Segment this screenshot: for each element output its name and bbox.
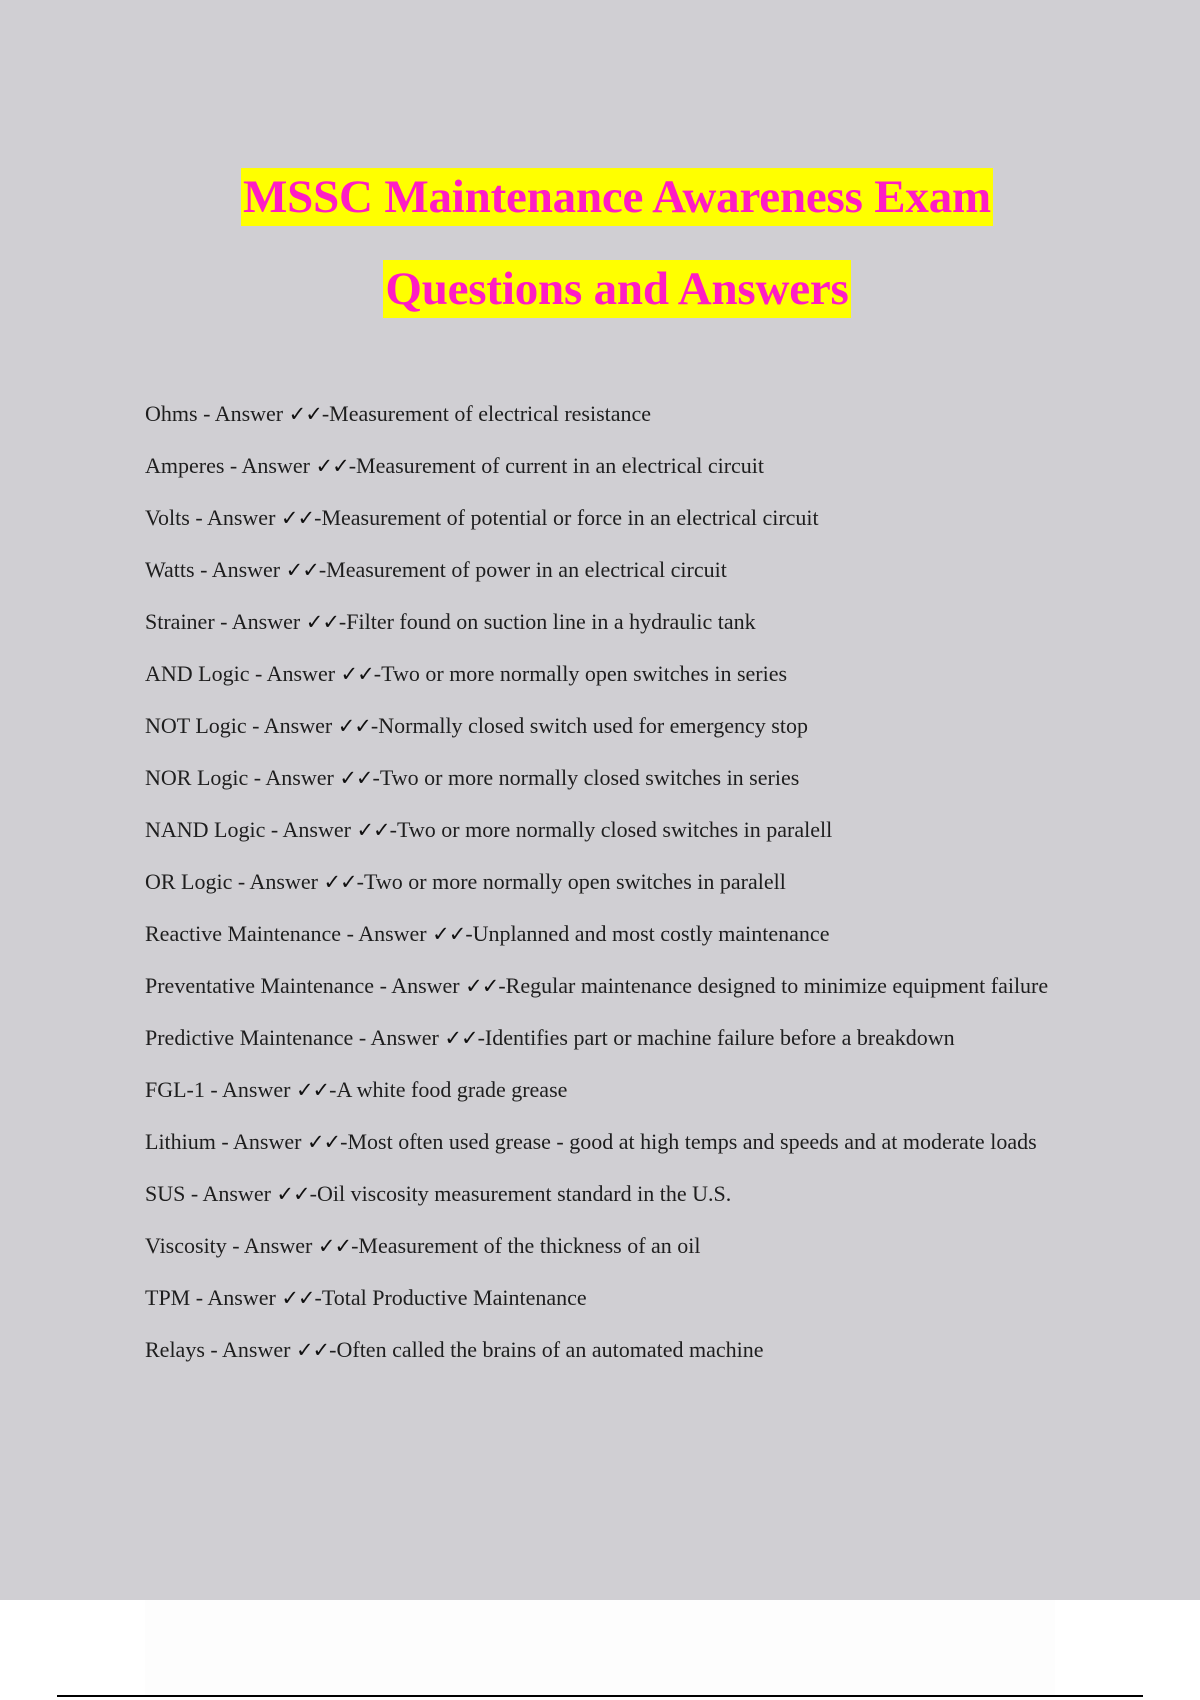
double-check-icon: ✓✓	[323, 870, 357, 894]
answer-marker: Answer	[243, 1233, 313, 1258]
qa-term: SUS	[145, 1181, 186, 1206]
document-title	[0, 168, 1200, 318]
qa-answer: Unplanned and most costly maintenance	[472, 921, 830, 946]
qa-term: Amperes	[145, 453, 225, 478]
answer-marker: Answer	[249, 869, 318, 894]
double-check-icon: ✓✓	[444, 1026, 478, 1050]
qa-item: Ohms - Answer ✓✓-Measurement of electrical resistance	[145, 401, 652, 426]
qa-term: Volts	[145, 505, 190, 530]
double-check-icon: ✓✓	[280, 506, 315, 530]
qa-answer: Measurement of the thickness of an oil	[358, 1233, 701, 1258]
qa-answer: Measurement of potential or force in an electrical circuit	[321, 505, 819, 530]
double-check-icon: ✓✓	[306, 1130, 341, 1154]
qa-answer: Two or more normally open switches in series	[381, 661, 788, 686]
qa-answer: Oil viscosity measurement standard in the U.S.	[316, 1181, 732, 1206]
answer-marker: Answer	[233, 1129, 302, 1154]
double-check-icon: ✓✓	[356, 818, 390, 842]
qa-item: Amperes - Answer ✓✓-Measurement of current in an electrical circuit	[145, 453, 765, 478]
answer-marker: Answer	[266, 661, 336, 686]
double-check-icon: ✓✓	[305, 610, 339, 634]
footer-rule	[57, 1695, 1143, 1697]
qa-term: Lithium	[145, 1129, 216, 1154]
qa-term: Watts	[145, 557, 195, 582]
double-check-icon: ✓✓	[315, 454, 349, 478]
answer-marker: Answer	[214, 401, 284, 426]
title-line-1: MSSC Maintenance Awareness Exam	[241, 168, 993, 226]
answer-marker: Answer	[263, 713, 333, 738]
answer-marker: Answer	[211, 557, 281, 582]
answer-marker: Answer	[206, 505, 276, 530]
qa-term: NOR Logic	[145, 765, 249, 790]
answer-marker: Answer	[358, 921, 427, 946]
double-check-icon: ✓✓	[340, 662, 374, 686]
next-page-preview	[145, 1600, 1055, 1696]
qa-answer: Identifies part or machine failure before a breakdown	[484, 1025, 955, 1050]
double-check-icon: ✓✓	[276, 1182, 310, 1206]
answer-marker: Answer	[282, 817, 351, 842]
double-check-icon: ✓✓	[317, 1234, 352, 1258]
qa-item: TPM - Answer ✓✓-Total Productive Maintenance	[145, 1285, 587, 1310]
qa-term: Relays	[145, 1337, 205, 1362]
answer-marker: Answer	[391, 973, 460, 998]
double-check-icon: ✓✓	[465, 974, 499, 998]
qa-term: AND Logic	[145, 661, 250, 686]
qa-item: NOT Logic - Answer ✓✓-Normally closed switch used for emergency stop	[145, 713, 808, 738]
qa-item: Preventative Maintenance - Answer ✓✓-Regular maintenance designed to minimize equipment failure	[145, 973, 1049, 998]
qa-term: TPM	[145, 1285, 191, 1310]
answer-marker: Answer	[370, 1025, 439, 1050]
qa-answer: Two or more normally closed switches in series	[379, 765, 800, 790]
double-check-icon: ✓✓	[281, 1286, 315, 1310]
qa-item: OR Logic - Answer ✓✓-Two or more normally open switches in paralell	[145, 869, 786, 894]
answer-marker: Answer	[207, 1285, 276, 1310]
qa-answer: Normally closed switch used for emergency stop	[378, 713, 808, 738]
qa-term: NOT Logic	[145, 713, 247, 738]
answer-marker: Answer	[222, 1077, 291, 1102]
answer-marker: Answer	[265, 765, 334, 790]
qa-term: Ohms	[145, 401, 198, 426]
qa-term: Preventative Maintenance	[145, 973, 375, 998]
double-check-icon: ✓✓	[337, 714, 371, 738]
answer-marker: Answer	[231, 609, 301, 634]
qa-term: Predictive Maintenance	[145, 1025, 354, 1050]
qa-term: FGL-1	[145, 1077, 205, 1102]
qa-item: Predictive Maintenance - Answer ✓✓-Identifies part or machine failure before a breakdown	[145, 1025, 955, 1050]
qa-item: Watts - Answer ✓✓-Measurement of power in an electrical circuit	[145, 557, 727, 582]
double-check-icon: ✓✓	[295, 1338, 330, 1362]
qa-answer: Measurement of power in an electrical circuit	[326, 557, 727, 582]
answer-marker: Answer	[202, 1181, 271, 1206]
qa-answer: Often called the brains of an automated machine	[336, 1337, 764, 1362]
qa-item: Relays - Answer ✓✓-Often called the brains of an automated machine	[145, 1337, 764, 1362]
qa-item: FGL-1 - Answer ✓✓-A white food grade grease	[145, 1077, 568, 1102]
answer-marker: Answer	[241, 453, 310, 478]
qa-term: Viscosity	[145, 1233, 227, 1258]
double-check-icon: ✓✓	[288, 402, 322, 426]
answer-marker: Answer	[222, 1337, 291, 1362]
qa-list	[145, 398, 1085, 1386]
qa-term: OR Logic	[145, 869, 233, 894]
double-check-icon: ✓✓	[339, 766, 373, 790]
qa-term: Strainer	[145, 609, 215, 634]
double-check-icon: ✓✓	[295, 1078, 330, 1102]
qa-answer: Two or more normally closed switches in paralell	[396, 817, 833, 842]
double-check-icon: ✓✓	[285, 558, 319, 582]
qa-answer: Total Productive Maintenance	[321, 1285, 587, 1310]
qa-answer: Measurement of current in an electrical circuit	[356, 453, 765, 478]
qa-item: Reactive Maintenance - Answer ✓✓-Unplanned and most costly maintenance	[145, 921, 830, 946]
qa-item: Volts - Answer ✓✓-Measurement of potential or force in an electrical circuit	[145, 505, 819, 530]
qa-item: NOR Logic - Answer ✓✓-Two or more normally closed switches in series	[145, 765, 800, 790]
qa-answer: A white food grade grease	[336, 1077, 568, 1102]
qa-answer: Measurement of electrical resistance	[329, 401, 652, 426]
qa-item: SUS - Answer ✓✓-Oil viscosity measurement standard in the U.S.	[145, 1181, 732, 1206]
double-check-icon: ✓✓	[432, 922, 466, 946]
title-line-2: Questions and Answers	[383, 260, 850, 318]
qa-answer: Regular maintenance designed to minimize equipment failure	[505, 973, 1049, 998]
qa-answer: Most often used grease - good at high temps and speeds and at moderate loads	[347, 1129, 1037, 1154]
qa-item: NAND Logic - Answer ✓✓-Two or more normally closed switches in paralell	[145, 817, 833, 842]
qa-answer: Two or more normally open switches in paralell	[363, 869, 786, 894]
qa-item: Viscosity - Answer ✓✓-Measurement of the thickness of an oil	[145, 1233, 701, 1258]
qa-item: Strainer - Answer ✓✓-Filter found on suction line in a hydraulic tank	[145, 609, 756, 634]
qa-term: Reactive Maintenance	[145, 921, 342, 946]
qa-item: Lithium - Answer ✓✓-Most often used grease - good at high temps and speeds and at moderate loads	[145, 1129, 1037, 1154]
qa-term: NAND Logic	[145, 817, 266, 842]
qa-item: AND Logic - Answer ✓✓-Two or more normally open switches in series	[145, 661, 788, 686]
qa-answer: Filter found on suction line in a hydraulic tank	[346, 609, 756, 634]
